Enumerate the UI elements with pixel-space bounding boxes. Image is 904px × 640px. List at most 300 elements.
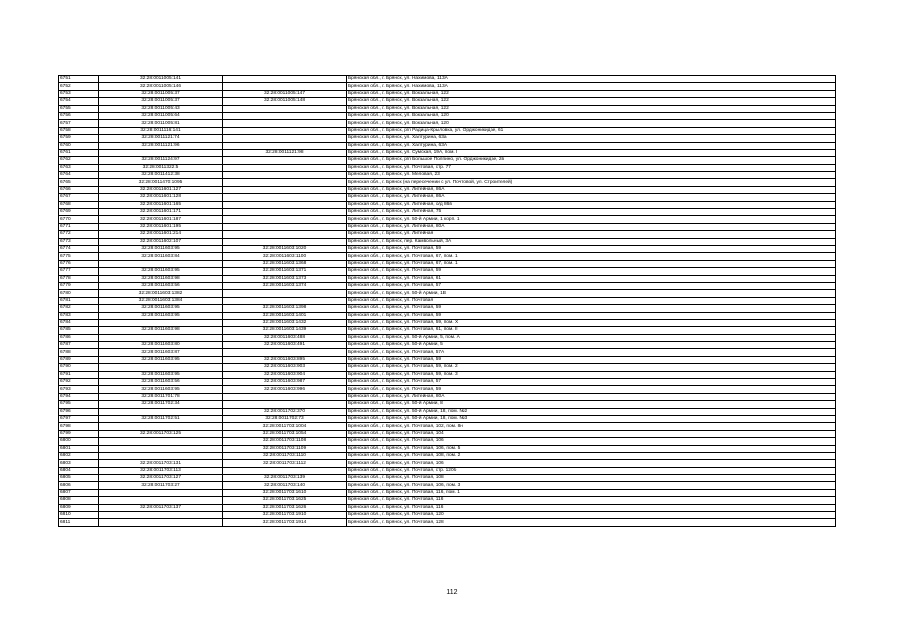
register-table-body (59, 76, 836, 527)
parcel-cadastral-number-cell: 32:28:0011603:56 (99, 282, 223, 289)
row-number-cell: 6774 (59, 245, 99, 252)
row-number-cell: 6772 (59, 231, 99, 238)
table-row (59, 135, 836, 142)
object-cadastral-number-cell: 32:28:0011603:1374 (223, 282, 347, 289)
object-cadastral-number-cell (223, 231, 347, 238)
parcel-cadastral-number-cell: 32:28:0011603:80 (99, 342, 223, 349)
object-cadastral-number-cell (223, 135, 347, 142)
row-number-cell: 6776 (59, 260, 99, 267)
table-row (59, 194, 836, 201)
address-cell: Брянская обл., г. Брянск (на пересечении с ул. Почтовой, ул. Строителей) (347, 179, 836, 186)
row-number-cell: 6771 (59, 223, 99, 230)
address-cell: Брянская обл., г. Брянск, ул. Почтовая, 59 (347, 386, 836, 393)
object-cadastral-number-cell (223, 238, 347, 245)
row-number-cell: 6795 (59, 401, 99, 408)
row-number-cell: 6764 (59, 172, 99, 179)
table-row (59, 423, 836, 430)
object-cadastral-number-cell: 32:28:0011005:147 (223, 90, 347, 97)
row-number-cell: 6773 (59, 238, 99, 245)
row-number-cell: 6783 (59, 312, 99, 319)
address-cell: Брянская обл., г. Брянск, ул. Почтовая, 59, пом. 3 (347, 371, 836, 378)
parcel-cadastral-number-cell: 32:28:0011601:171 (99, 209, 223, 216)
table-row (59, 305, 836, 312)
parcel-cadastral-number-cell: 32:28:0011603:95 (99, 386, 223, 393)
object-cadastral-number-cell (223, 120, 347, 127)
page-number: 112 (446, 589, 458, 596)
address-cell: Брянская обл., г. Брянск, ул. Литейная, 80А (347, 223, 836, 230)
parcel-cadastral-number-cell: 32:28:0011124:97 (99, 157, 223, 164)
row-number-cell: 6804 (59, 467, 99, 474)
row-number-cell: 6786 (59, 334, 99, 341)
parcel-cadastral-number-cell: 32:28:0011116:141 (99, 127, 223, 134)
table-row (59, 438, 836, 445)
row-number-cell: 6756 (59, 112, 99, 119)
parcel-cadastral-number-cell (99, 519, 223, 526)
table-row (59, 201, 836, 208)
address-cell: Брянская обл., г. Брянск, ул. Литейная, о/д 86в (347, 201, 836, 208)
table-row (59, 260, 836, 267)
parcel-cadastral-number-cell: 32:28:0011603:95 (99, 356, 223, 363)
parcel-cadastral-number-cell: 32:28:0011702:51 (99, 415, 223, 422)
object-cadastral-number-cell (223, 172, 347, 179)
row-number-cell: 6793 (59, 386, 99, 393)
table-row (59, 105, 836, 112)
parcel-cadastral-number-cell: 32:28:0011703:137 (99, 504, 223, 511)
row-number-cell: 6787 (59, 342, 99, 349)
parcel-cadastral-number-cell: 32:28:0011603:98 (99, 275, 223, 282)
table-row (59, 371, 836, 378)
parcel-cadastral-number-cell (99, 497, 223, 504)
parcel-cadastral-number-cell: 32:28:0011703:125 (99, 430, 223, 437)
row-number-cell: 6799 (59, 430, 99, 437)
parcel-cadastral-number-cell: 32:28:0011603:95 (99, 312, 223, 319)
address-cell: Брянская обл., г. Брянск, ул. Почтовая, 61 (347, 275, 836, 282)
parcel-cadastral-number-cell: 32:28:0011603:1384 (99, 297, 223, 304)
address-cell: Брянская обл., г. Брянск, ул. Почтовая, 59 (347, 268, 836, 275)
object-cadastral-number-cell (223, 76, 347, 83)
parcel-cadastral-number-cell: 32:28:0011702:34 (99, 401, 223, 408)
address-cell: Брянская обл., г. Брянск, ул. Литейная, 86А (347, 194, 836, 201)
address-cell: Брянская обл., г. Брянск, ул. Вокзальная, 122 (347, 98, 836, 105)
object-cadastral-number-cell: 32:28:0011703:1004 (223, 423, 347, 430)
object-cadastral-number-cell (223, 194, 347, 201)
table-row (59, 231, 836, 238)
parcel-cadastral-number-cell: 32:28:0011603:95 (99, 268, 223, 275)
parcel-cadastral-number-cell: 32:28:0011603:1382 (99, 290, 223, 297)
parcel-cadastral-number-cell (99, 364, 223, 371)
row-number-cell: 6790 (59, 364, 99, 371)
object-cadastral-number-cell (223, 127, 347, 134)
address-cell: Брянская обл., г. Брянск, ул. Меловая, 23 (347, 172, 836, 179)
row-number-cell: 6807 (59, 489, 99, 496)
address-cell: Брянская обл., г. Брянск, ул. Почтовая, 59 (347, 245, 836, 252)
parcel-cadastral-number-cell: 32:28:0011005:64 (99, 112, 223, 119)
parcel-cadastral-number-cell: 32:28:0011603:98 (99, 327, 223, 334)
register-sheet (58, 75, 835, 527)
parcel-cadastral-number-cell (99, 445, 223, 452)
object-cadastral-number-cell: 32:28:0011603:1432 (223, 319, 347, 326)
object-cadastral-number-cell: 32:28:0011603:1373 (223, 275, 347, 282)
row-number-cell: 6768 (59, 201, 99, 208)
row-number-cell: 6778 (59, 275, 99, 282)
object-cadastral-number-cell (223, 179, 347, 186)
table-row (59, 127, 836, 134)
row-number-cell: 6752 (59, 83, 99, 90)
row-number-cell: 6769 (59, 209, 99, 216)
address-cell: Брянская обл., г. Брянск, р/п Большое Полпино, ул. Орджоникидзе, 2в (347, 157, 836, 164)
table-row (59, 342, 836, 349)
parcel-cadastral-number-cell: 32:28:0011603:95 (99, 245, 223, 252)
table-row (59, 445, 836, 452)
object-cadastral-number-cell: 32:28:0011005:148 (223, 98, 347, 105)
object-cadastral-number-cell: 32:28:0011603:1398 (223, 305, 347, 312)
object-cadastral-number-cell: 32:28:0011703:1054 (223, 430, 347, 437)
address-cell: Брянская обл., г. Брянск, ул. Почтовая, 59, пом. 2 (347, 364, 836, 371)
row-number-cell: 6810 (59, 512, 99, 519)
address-cell: Брянская обл., г. Брянск, ул. Почтовая, 108, пом. 2 (347, 452, 836, 459)
table-row (59, 452, 836, 459)
table-row (59, 497, 836, 504)
parcel-cadastral-number-cell: 32:28:0011602:107 (99, 238, 223, 245)
row-number-cell: 6775 (59, 253, 99, 260)
parcel-cadastral-number-cell: 32:28:0011601:128 (99, 194, 223, 201)
address-cell: Брянская обл., г. Брянск, ул. Почтовая, 116 (347, 504, 836, 511)
object-cadastral-number-cell: 32:28:0011703:1108 (223, 438, 347, 445)
table-row (59, 216, 836, 223)
table-row (59, 149, 836, 156)
table-row (59, 460, 836, 467)
address-cell: Брянская обл., г. Брянск, ул. Литейная, 80А (347, 393, 836, 400)
object-cadastral-number-cell (223, 290, 347, 297)
table-row (59, 209, 836, 216)
object-cadastral-number-cell: 32:28:0011603:1100 (223, 253, 347, 260)
address-cell: Брянская обл., г. Брянск, ул. 50-й Армии, 18, пом. №3 (347, 415, 836, 422)
address-cell: Брянская обл., г. Брянск, ул. Литейная, 75 (347, 209, 836, 216)
address-cell: Брянская обл., г. Брянск, ул. Почтовая, 67, пом. 1 (347, 260, 836, 267)
address-cell: Брянская обл., г. Брянск, ул. Почтовая, 59, пом. X (347, 319, 836, 326)
row-number-cell: 6797 (59, 415, 99, 422)
address-cell: Брянская обл., г. Брянск, ул. Почтовая, 61, пом. II (347, 327, 836, 334)
table-row (59, 415, 836, 422)
parcel-cadastral-number-cell: 32:28:0011601:187 (99, 216, 223, 223)
parcel-cadastral-number-cell: 32:28:0011601:127 (99, 186, 223, 193)
object-cadastral-number-cell (223, 83, 347, 90)
table-row (59, 327, 836, 334)
table-row (59, 98, 836, 105)
address-cell: Брянская обл., г. Брянск, ул. Почтовая, 108 (347, 475, 836, 482)
object-cadastral-number-cell: 32:28:0011703:1626 (223, 504, 347, 511)
object-cadastral-number-cell: 32:28:0011703:1112 (223, 460, 347, 467)
row-number-cell: 6760 (59, 142, 99, 149)
address-cell: Брянская обл., г. Брянск, ул. 50-й Армии, 5 (347, 342, 836, 349)
row-number-cell: 6761 (59, 149, 99, 156)
address-cell: Брянская обл., г. Брянск, ул. 50-й Армии, 5, пом. А (347, 334, 836, 341)
object-cadastral-number-cell: 32:28:0011703:1910 (223, 512, 347, 519)
parcel-cadastral-number-cell: 32:28:0011601:165 (99, 201, 223, 208)
table-row (59, 519, 836, 526)
address-cell: Брянская обл., г. Брянск, ул. 50-й Армии, 8 (347, 401, 836, 408)
table-row (59, 393, 836, 400)
row-number-cell: 6751 (59, 76, 99, 83)
row-number-cell: 6781 (59, 297, 99, 304)
address-cell: Брянская обл., г. Брянск, ул. Вокзальная, 120 (347, 120, 836, 127)
table-row (59, 297, 836, 304)
parcel-cadastral-number-cell (99, 512, 223, 519)
object-cadastral-number-cell: 32:28:0011703:1109 (223, 445, 347, 452)
address-cell: Брянская обл., г. Брянск, ул. Почтовая, 106 (347, 438, 836, 445)
row-number-cell: 6803 (59, 460, 99, 467)
parcel-cadastral-number-cell: 32:28:0011470:1095 (99, 179, 223, 186)
address-cell: Брянская обл., г. Брянск, ул. Почтовая, 120 (347, 512, 836, 519)
parcel-cadastral-number-cell: 32:28:0011603:95 (99, 305, 223, 312)
row-number-cell: 6765 (59, 179, 99, 186)
table-row (59, 186, 836, 193)
address-cell: Брянская обл., г. Брянск, ул. Литейная, 86А (347, 186, 836, 193)
table-row (59, 386, 836, 393)
parcel-cadastral-number-cell: 32:28:0011701:78 (99, 393, 223, 400)
table-row (59, 112, 836, 119)
address-cell: Брянская обл., г. Брянск, ул. Почтовая, 59 (347, 305, 836, 312)
row-number-cell: 6806 (59, 482, 99, 489)
parcel-cadastral-number-cell: 32:28:0011121:96 (99, 142, 223, 149)
table-row (59, 482, 836, 489)
table-row (59, 401, 836, 408)
row-number-cell: 6794 (59, 393, 99, 400)
parcel-cadastral-number-cell (99, 319, 223, 326)
object-cadastral-number-cell (223, 297, 347, 304)
address-cell: Брянская обл., г. Брянск, ул. Вокзальная, 122 (347, 90, 836, 97)
parcel-cadastral-number-cell: 32:28:0011322:5 (99, 164, 223, 171)
object-cadastral-number-cell: 32:28:0011603:987 (223, 379, 347, 386)
address-cell: Брянская обл., г. Брянск, ул. Вокзальная, 120 (347, 112, 836, 119)
row-number-cell: 6767 (59, 194, 99, 201)
object-cadastral-number-cell: 32:28:0011603:895 (223, 356, 347, 363)
object-cadastral-number-cell: 32:28:0011603:1401 (223, 312, 347, 319)
parcel-cadastral-number-cell: 32:28:0011005:37 (99, 90, 223, 97)
object-cadastral-number-cell: 32:28:0011703:1110 (223, 452, 347, 459)
object-cadastral-number-cell (223, 164, 347, 171)
parcel-cadastral-number-cell: 32:28:0011703:127 (99, 475, 223, 482)
table-row (59, 408, 836, 415)
table-row (59, 364, 836, 371)
address-cell: Брянская обл., г. Брянск, ул. Почтовая (347, 297, 836, 304)
row-number-cell: 6791 (59, 371, 99, 378)
table-row (59, 223, 836, 230)
table-row (59, 275, 836, 282)
address-cell: Брянская обл., г. Брянск, ул. Литейная (347, 231, 836, 238)
object-cadastral-number-cell: 32:28:0011603:1368 (223, 260, 347, 267)
table-row (59, 349, 836, 356)
address-cell: Брянская обл., г. Брянск, ул. Сумская, 19А, пом. I (347, 149, 836, 156)
table-row (59, 172, 836, 179)
table-row (59, 253, 836, 260)
row-number-cell: 6801 (59, 445, 99, 452)
table-row (59, 76, 836, 83)
address-cell: Брянская обл., г. Брянск, ул. Вокзальная, 122 (347, 105, 836, 112)
table-row (59, 334, 836, 341)
address-cell: Брянская обл., г. Брянск, ул. Почтовая, 57 (347, 379, 836, 386)
address-cell: Брянская обл., г. Брянск, ул. 50-й Армии, 1 корп. 1 (347, 216, 836, 223)
object-cadastral-number-cell: 32:28:0011603:1020 (223, 245, 347, 252)
parcel-cadastral-number-cell: 32:28:0011603:87 (99, 349, 223, 356)
object-cadastral-number-cell (223, 223, 347, 230)
table-row (59, 356, 836, 363)
object-cadastral-number-cell (223, 209, 347, 216)
object-cadastral-number-cell (223, 467, 347, 474)
table-row (59, 90, 836, 97)
table-row (59, 430, 836, 437)
row-number-cell: 6798 (59, 423, 99, 430)
object-cadastral-number-cell (223, 157, 347, 164)
table-row (59, 467, 836, 474)
row-number-cell: 6753 (59, 90, 99, 97)
object-cadastral-number-cell (223, 112, 347, 119)
table-row (59, 157, 836, 164)
table-row (59, 312, 836, 319)
parcel-cadastral-number-cell: 32:28:0011005:141 (99, 76, 223, 83)
table-row (59, 238, 836, 245)
parcel-cadastral-number-cell: 32:28:0011703:131 (99, 460, 223, 467)
parcel-cadastral-number-cell: 32:28:0011005:146 (99, 83, 223, 90)
parcel-cadastral-number-cell: 32:28:0011005:43 (99, 105, 223, 112)
address-cell: Брянская обл., г. Брянск, ул. 50-й Армии, 18, пом. №2 (347, 408, 836, 415)
parcel-cadastral-number-cell (99, 438, 223, 445)
object-cadastral-number-cell: 32:28:0011603:1439 (223, 327, 347, 334)
table-row (59, 245, 836, 252)
parcel-cadastral-number-cell: 32:28:0011603:56 (99, 379, 223, 386)
object-cadastral-number-cell (223, 105, 347, 112)
row-number-cell: 6770 (59, 216, 99, 223)
object-cadastral-number-cell (223, 401, 347, 408)
row-number-cell: 6754 (59, 98, 99, 105)
address-cell: Брянская обл., г. Брянск, ул. Халтурина, 63А (347, 142, 836, 149)
object-cadastral-number-cell: 32:28:0011703:1610 (223, 489, 347, 496)
row-number-cell: 6757 (59, 120, 99, 127)
address-cell: Брянская обл., г. Брянск, ул. Нахимова, 113А (347, 76, 836, 83)
address-cell: Брянская обл., г. Брянск, ул. Почтовая, 106, пом. 3 (347, 482, 836, 489)
address-cell: Брянская обл., г. Брянск, ул. Почтовая, 104 (347, 430, 836, 437)
parcel-cadastral-number-cell: 32:28:0011005:37 (99, 98, 223, 105)
row-number-cell: 6792 (59, 379, 99, 386)
table-row (59, 290, 836, 297)
table-row (59, 504, 836, 511)
row-number-cell: 6762 (59, 157, 99, 164)
parcel-cadastral-number-cell: 32:28:0011603:84 (99, 253, 223, 260)
object-cadastral-number-cell: 32:28:0011702:73 (223, 415, 347, 422)
parcel-cadastral-number-cell (99, 260, 223, 267)
row-number-cell: 6780 (59, 290, 99, 297)
table-row (59, 379, 836, 386)
table-row (59, 282, 836, 289)
object-cadastral-number-cell: 32:28:0011603:488 (223, 334, 347, 341)
table-row (59, 489, 836, 496)
object-cadastral-number-cell: 32:28:0011703:140 (223, 482, 347, 489)
table-row (59, 475, 836, 482)
object-cadastral-number-cell (223, 186, 347, 193)
parcel-cadastral-number-cell (99, 334, 223, 341)
object-cadastral-number-cell (223, 142, 347, 149)
row-number-cell: 6782 (59, 305, 99, 312)
table-row (59, 268, 836, 275)
row-number-cell: 6789 (59, 356, 99, 363)
row-number-cell: 6759 (59, 135, 99, 142)
parcel-cadastral-number-cell: 32:28:0011005:81 (99, 120, 223, 127)
parcel-cadastral-number-cell: 32:28:0011121:74 (99, 135, 223, 142)
address-cell: Брянская обл., г. Брянск, ул. Почтовая, 116, пом. 1 (347, 489, 836, 496)
address-cell: Брянская обл., г. Брянск, ул. Почтовая, 128 (347, 519, 836, 526)
parcel-cadastral-number-cell: 32:28:0011703:27 (99, 482, 223, 489)
parcel-cadastral-number-cell: 32:28:0011601:195 (99, 223, 223, 230)
object-cadastral-number-cell: 32:28:0011603:491 (223, 342, 347, 349)
address-cell: Брянская обл., г. Брянск, ул. Почтовая, 59 (347, 356, 836, 363)
object-cadastral-number-cell (223, 349, 347, 356)
parcel-cadastral-number-cell: 32:28:0011703:113 (99, 467, 223, 474)
object-cadastral-number-cell (223, 393, 347, 400)
row-number-cell: 6777 (59, 268, 99, 275)
row-number-cell: 6755 (59, 105, 99, 112)
row-number-cell: 6805 (59, 475, 99, 482)
row-number-cell: 6811 (59, 519, 99, 526)
address-cell: Брянская обл., г. Брянск, ул. Нахимова, 113А (347, 83, 836, 90)
object-cadastral-number-cell: 32:28:0011702:370 (223, 408, 347, 415)
address-cell: Брянская обл., г. Брянск, ул. 50-й Армии, 1В (347, 290, 836, 297)
table-row (59, 164, 836, 171)
row-number-cell: 6763 (59, 164, 99, 171)
table-row (59, 179, 836, 186)
table-row (59, 512, 836, 519)
row-number-cell: 6802 (59, 452, 99, 459)
parcel-cadastral-number-cell (99, 423, 223, 430)
parcel-cadastral-number-cell: 32:28:0011412:38 (99, 172, 223, 179)
object-cadastral-number-cell: 32:28:0011703:1625 (223, 497, 347, 504)
parcel-cadastral-number-cell (99, 489, 223, 496)
row-number-cell: 6808 (59, 497, 99, 504)
row-number-cell: 6785 (59, 327, 99, 334)
table-row (59, 120, 836, 127)
row-number-cell: 6788 (59, 349, 99, 356)
row-number-cell: 6800 (59, 438, 99, 445)
address-cell: Брянская обл., г. Брянск, ул. Почтовая, 106, пом. 5 (347, 445, 836, 452)
address-cell: Брянская обл., г. Брянск, ул. Почтовая, стр. 77 (347, 164, 836, 171)
address-cell: Брянская обл., г. Брянск, ул. Почтовая, стр. 120б (347, 467, 836, 474)
object-cadastral-number-cell: 32:28:0011121:98 (223, 149, 347, 156)
address-cell: Брянская обл., г. Брянск, ул. Халтурина, 63а (347, 135, 836, 142)
object-cadastral-number-cell (223, 201, 347, 208)
address-cell: Брянская обл., г. Брянск, пер. Камвольный, 3А (347, 238, 836, 245)
object-cadastral-number-cell (223, 216, 347, 223)
address-cell: Брянская обл., г. Брянск, ул. Почтовая, 116 (347, 497, 836, 504)
row-number-cell: 6758 (59, 127, 99, 134)
cadastral-register-table (58, 75, 836, 527)
address-cell: Брянская обл., г. Брянск, ул. Почтовая, 57А (347, 349, 836, 356)
object-cadastral-number-cell: 32:28:0011603:1371 (223, 268, 347, 275)
parcel-cadastral-number-cell (99, 149, 223, 156)
row-number-cell: 6809 (59, 504, 99, 511)
object-cadastral-number-cell: 32:28:0011703:1914 (223, 519, 347, 526)
row-number-cell: 6766 (59, 186, 99, 193)
address-cell: Брянская обл., г. Брянск, ул. Почтовая, 102, пом. 8н (347, 423, 836, 430)
address-cell: Брянская обл., г. Брянск, ул. Почтовая, 57 (347, 282, 836, 289)
parcel-cadastral-number-cell: 32:28:0011601:214 (99, 231, 223, 238)
row-number-cell: 6784 (59, 319, 99, 326)
parcel-cadastral-number-cell (99, 408, 223, 415)
table-row (59, 142, 836, 149)
parcel-cadastral-number-cell: 32:28:0011603:95 (99, 371, 223, 378)
address-cell: Брянская обл., г. Брянск, ул. Почтовая, 59 (347, 312, 836, 319)
row-number-cell: 6796 (59, 408, 99, 415)
address-cell: Брянская обл., г. Брянск, ул. Почтовая, 106 (347, 460, 836, 467)
table-row (59, 83, 836, 90)
